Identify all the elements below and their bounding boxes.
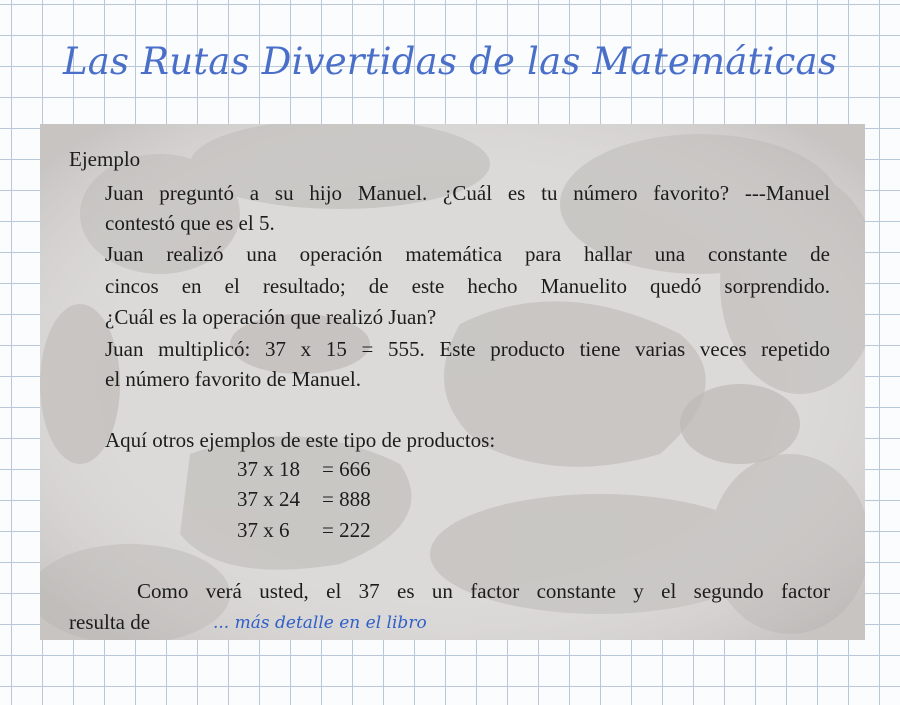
examples-intro: Aquí otros ejemplos de este tipo de productos: xyxy=(105,428,496,452)
example-result: = 222 xyxy=(322,518,371,542)
excerpt-text xyxy=(40,124,865,640)
paragraph-line: Juan realizó una operación matemática para hallar una constante de xyxy=(105,242,830,266)
paragraph-line: ¿Cuál es la operación que realizó Juan? xyxy=(105,305,437,329)
page-title: Las Rutas Divertidas de las Matemáticas xyxy=(62,40,838,83)
paragraph-line: cincos en el resultado; de este hecho Manuelito quedó sorprendido. xyxy=(105,274,830,298)
paragraph-line: Juan preguntó a su hijo Manuel. ¿Cuál es tu número favorito? ---Manuel xyxy=(105,181,830,205)
example-result: = 888 xyxy=(322,487,371,511)
example-expression: 37 x 18 xyxy=(237,457,300,481)
example-expression: 37 x 6 xyxy=(237,518,290,542)
paragraph-line: contestó que es el 5. xyxy=(105,211,275,235)
closing-start: resulta de xyxy=(69,610,151,634)
example-result: = 666 xyxy=(322,457,371,481)
book-page-excerpt xyxy=(40,124,865,640)
example-expression: 37 x 24 xyxy=(237,487,300,511)
more-detail-link[interactable]: ... más detalle en el libro xyxy=(213,613,427,633)
paragraph-line: Juan multiplicó: 37 x 15 = 555. Este producto tiene varias veces repetido xyxy=(105,337,830,361)
example-heading: Ejemplo xyxy=(69,147,141,171)
closing-line: Como verá usted, el 37 es un factor constante y el segundo factor xyxy=(137,579,830,603)
paragraph-line: el número favorito de Manuel. xyxy=(105,367,361,391)
